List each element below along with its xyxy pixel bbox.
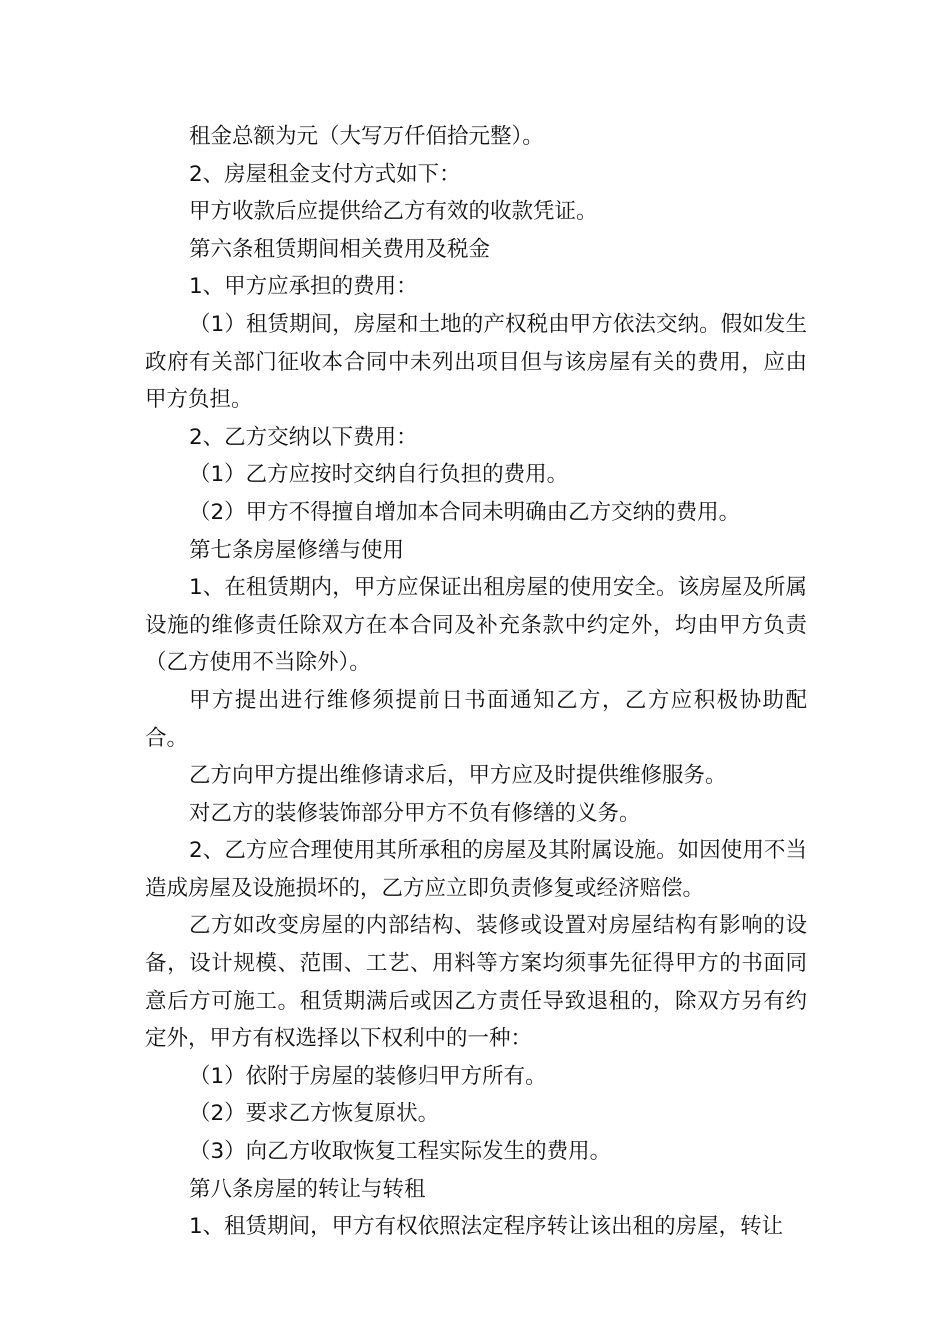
paragraph-option-3: （3）向乙方收取恢复工程实际发生的费用。: [189, 1139, 612, 1165]
paragraph-property-tax: （1）租赁期间，房屋和土地的产权税由甲方依法交纳。假如发生政府有关部门征收本合同中未列出项目但与该房屋有关的费用，应由甲方负担。: [145, 311, 807, 413]
heading-article-7: 第七条房屋修缮与使用: [189, 537, 405, 563]
paragraph-maintenance-notice: 甲方提出进行维修须提前日书面通知乙方，乙方应积极协助配合。: [145, 687, 807, 751]
paragraph-party-b-fees: 2、乙方交纳以下费用：: [189, 424, 418, 450]
paragraph-no-extra-fees: （2）甲方不得擅自增加本合同未明确由乙方交纳的费用。: [189, 499, 741, 525]
paragraph-safety: 1、在租赁期内，甲方应保证出租房屋的使用安全。该房屋及所属设施的维修责任除双方在本合同及补充条款中约定外，均由甲方负责（乙方使用不当除外）。: [145, 575, 807, 676]
paragraph-structure-change: 乙方如改变房屋的内部结构、装修或设置对房屋结构有影响的设备，设计规模、范围、工艺、用料等方案均须事先征得甲方的书面同意后方可施工。租赁期满后或因乙方责任导致退租的，除双方另有约定外，甲方有权选择以下权利中的一种：: [145, 913, 807, 1052]
paragraph-maintenance-request: 乙方向甲方提出维修请求后，甲方应及时提供维修服务。: [189, 763, 727, 789]
paragraph-option-1: （1）依附于房屋的装修归甲方所有。: [189, 1063, 547, 1089]
paragraph-party-a-fees: 1、甲方应承担的费用：: [189, 274, 418, 300]
heading-article-8: 第八条房屋的转让与转租: [189, 1176, 426, 1202]
paragraph-receipt: 甲方收款后应提供给乙方有效的收款凭证。: [189, 199, 598, 225]
paragraph-decoration: 对乙方的装修装饰部分甲方不负有修缮的义务。: [189, 800, 641, 826]
paragraph-payment-method: 2、房屋租金支付方式如下：: [189, 161, 461, 187]
heading-article-6: 第六条租赁期间相关费用及税金: [189, 236, 491, 262]
paragraph-proper-use: 2、乙方应合理使用其所承租的房屋及其附属设施。如因使用不当造成房屋及设施损坏的，乙方应立即负责修复或经济赔偿。: [145, 838, 807, 901]
paragraph-b-own-fees: （1）乙方应按时交纳自行负担的费用。: [189, 462, 569, 488]
document-body: [145, 118, 807, 1246]
paragraph-option-2: （2）要求乙方恢复原状。: [189, 1101, 440, 1127]
paragraph-rent-total: 租金总额为元（大写万仟佰拾元整）。: [189, 124, 544, 149]
paragraph-transfer: 1、租赁期间，甲方有权依照法定程序转让该出租的房屋，转让: [189, 1214, 784, 1240]
